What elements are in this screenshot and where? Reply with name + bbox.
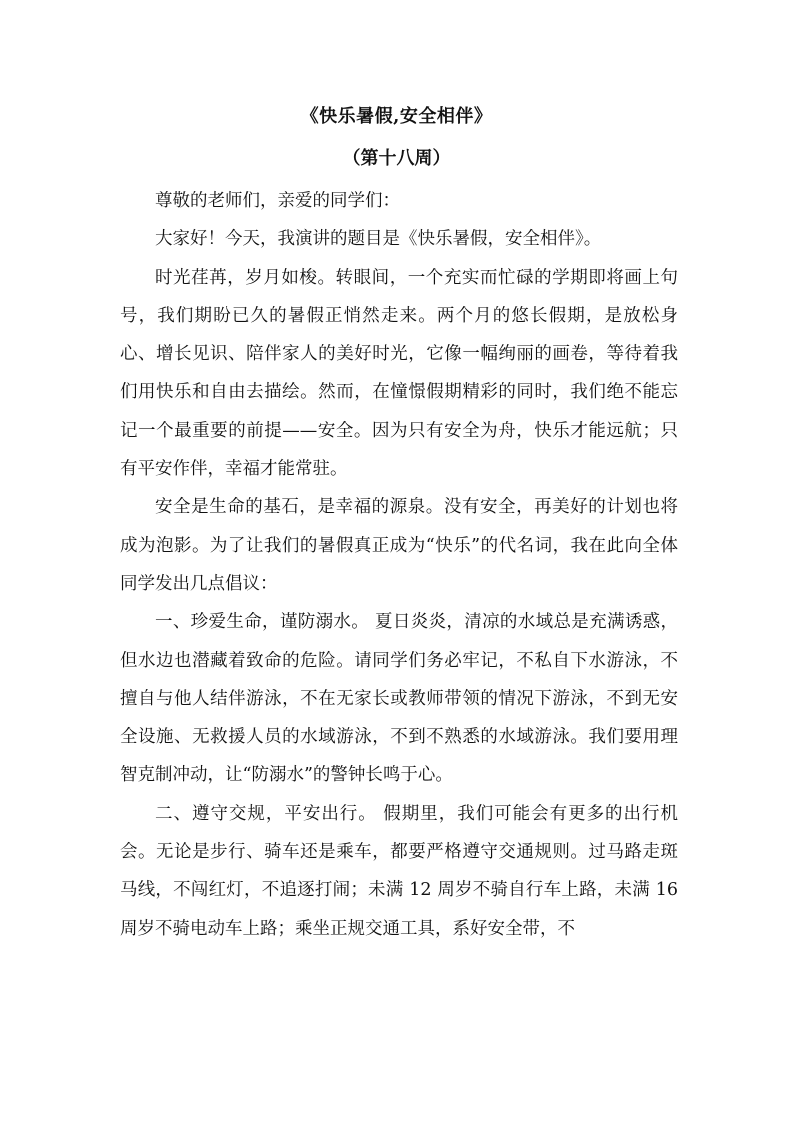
paragraph-greeting: 大家好！今天，我演讲的题目是《快乐暑假，安全相伴》。 — [155, 229, 602, 250]
paragraph-drowning-prevention: 一、珍爱生命，谨防溺水。 夏日炎炎，清凉的水域总是充满诱惑，但水边也潜藏着致命的危险。请同学们务必牢记，不私自下水游泳，不擅自与他人结伴游泳，不在无家长或教师带领的情况下游泳，不到无安全设施、无救援人员的水域游泳，不到不熟悉的水域游泳。我们要用理智克制冲动，让“防溺水”的警钟长鸣于心。 — [120, 612, 678, 786]
paragraph-intro: 时光荏苒，岁月如梭。转眼间，一个充实而忙碌的学期即将画上句号，我们期盼已久的暑假正悄然走来。两个月的悠长假期，是放松身心、增长见识、陪伴家人的美好时光，它像一幅绚丽的画卷，等待着我们用快乐和自由去描绘。然而，在憧憬假期精彩的同时，我们绝不能忘记一个最重要的前提——安全。因为只有安全为舟，快乐才能远航；只有平安作伴，幸福才能常驻。 — [120, 267, 678, 480]
paragraph-safety-foundation: 安全是生命的基石，是幸福的源泉。没有安全，再美好的计划也将成为泡影。为了让我们的暑假真正成为“快乐”的代名词，我在此向全体同学发出几点倡议： — [120, 497, 678, 594]
document-body — [120, 182, 678, 948]
document-title: 《快乐暑假,安全相伴》 — [300, 106, 493, 127]
paragraph-salutation: 尊敬的老师们，亲爱的同学们： — [155, 191, 400, 211]
document-subtitle: （第十八周） — [342, 148, 451, 169]
paragraph-traffic-safety: 二、遵守交规，平安出行。 假期里，我们可能会有更多的出行机会。无论是步行、骑车还是乘车，都要严格遵守交通规则。过马路走斑马线，不闯红灯，不追逐打闹；未满 12 周岁不骑自行车上路，未满 16 周岁不骑电动车上路；乘坐正规交通工具，系好安全带，不 — [120, 803, 678, 939]
